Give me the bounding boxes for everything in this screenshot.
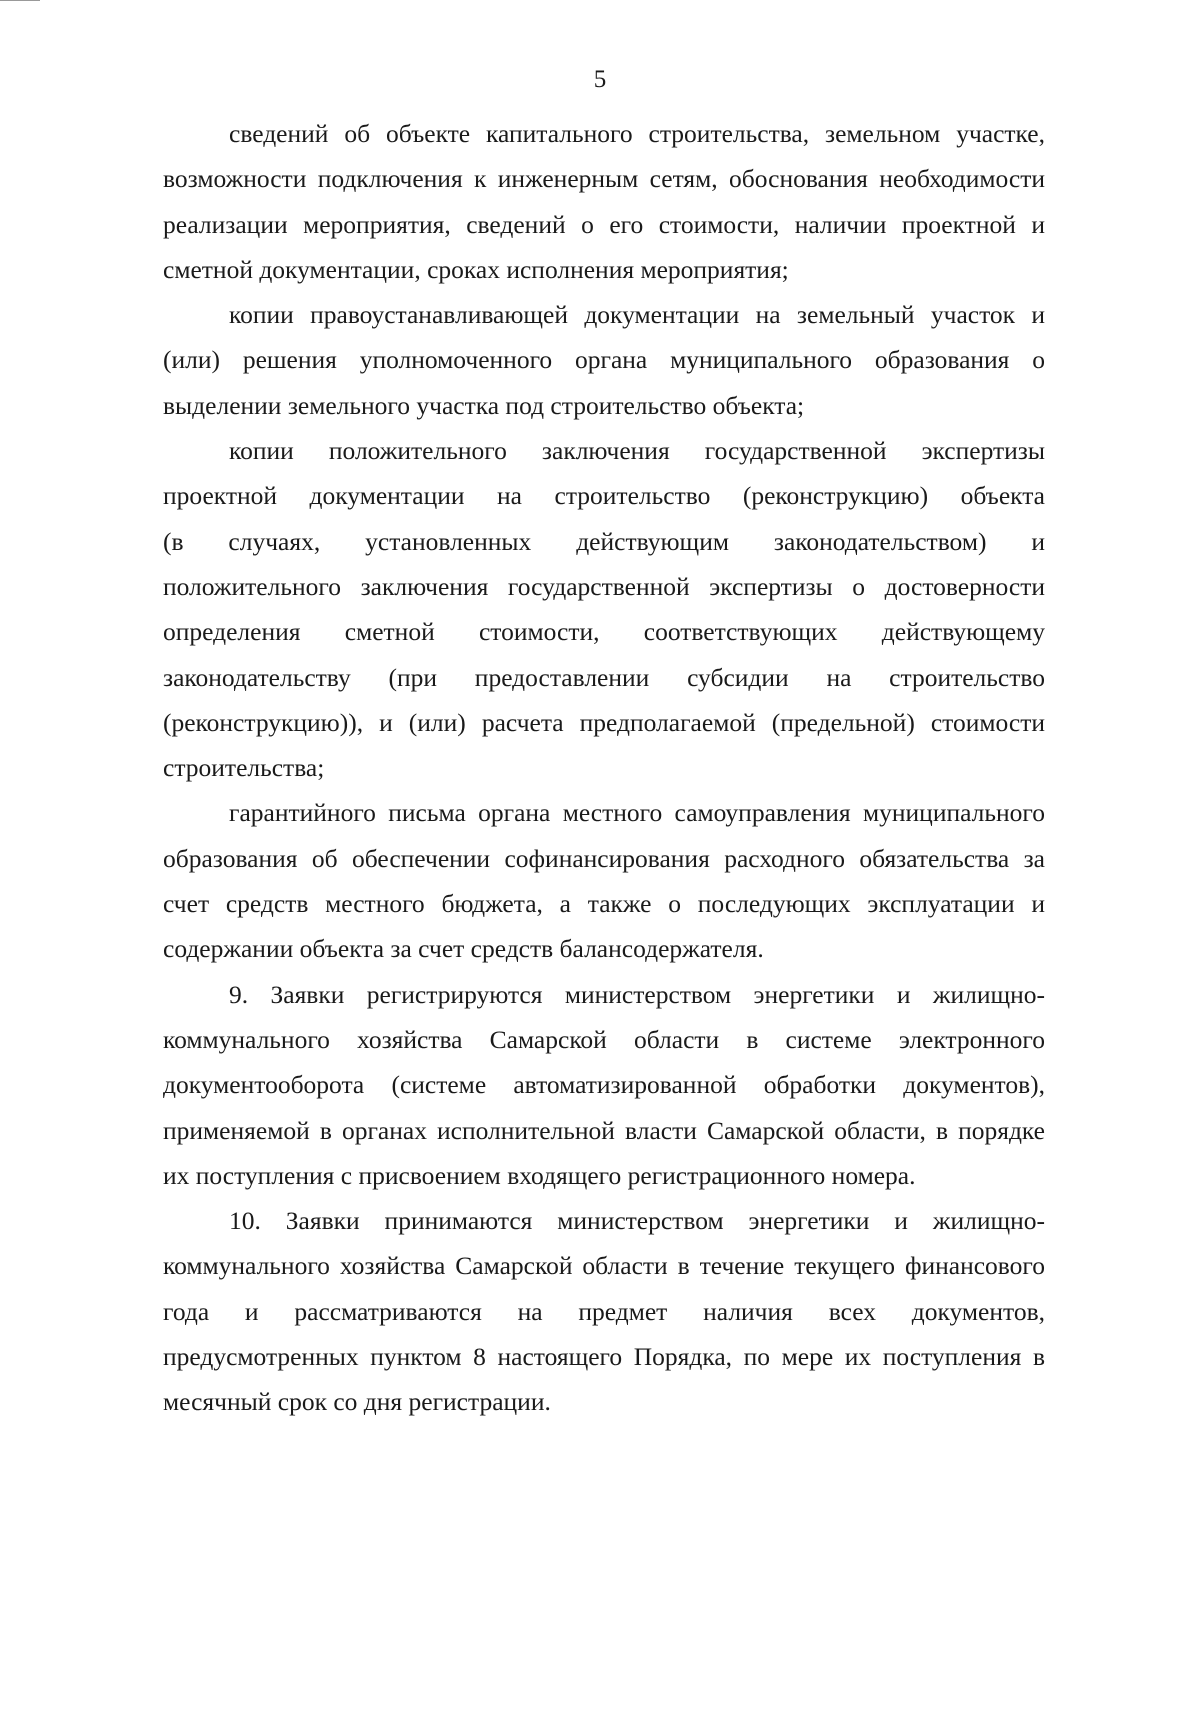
text-line: строительства; — [163, 753, 325, 783]
text-line: месячный срок со дня регистрации. — [163, 1387, 551, 1417]
text-line: их поступления с присвоением входящего регистрационного номера. — [163, 1160, 916, 1190]
text-line: реализации мероприятия, сведений о его стоимости, наличии проектной и — [163, 209, 1045, 239]
text-line: законодательству (при предоставлении субсидии на строительство — [163, 662, 1045, 692]
paragraph — [163, 790, 1045, 971]
text-line: коммунального хозяйства Самарской области в системе электронного — [163, 1024, 1045, 1054]
text-line: предусмотренных пунктом 8 настоящего Порядка, по мере их поступления в — [163, 1342, 1045, 1372]
text-line: копии правоустанавливающей документации на земельный участок и — [229, 300, 1045, 330]
text-line: образования об обеспечении софинансирования расходного обязательства за — [163, 843, 1045, 873]
text-line: положительного заключения государственной экспертизы о достоверности — [163, 571, 1045, 601]
text-line: сведений об объекте капитального строительства, земельном участке, — [229, 119, 1045, 148]
text-line: 10. Заявки принимаются министерством энергетики и жилищно- — [229, 1206, 1045, 1236]
text-line: (или) решения уполномоченного органа муниципального образования о — [163, 345, 1045, 375]
text-line: сметной документации, сроках исполнения мероприятия; — [163, 254, 789, 284]
document-body — [163, 111, 1045, 1425]
text-line: применяемой в органах исполнительной власти Самарской области, в порядке — [163, 1115, 1045, 1145]
page-number: 5 — [593, 66, 607, 93]
text-line: счет средств местного бюджета, а также о последующих эксплуатации и — [163, 889, 1045, 919]
paragraph — [163, 428, 1045, 790]
text-line: выделении земельного участка под строительство объекта; — [163, 390, 805, 420]
text-line: возможности подключения к инженерным сетям, обоснования необходимости — [163, 164, 1045, 194]
text-line: определения сметной стоимости, соответствующих действующему — [163, 617, 1045, 647]
text-line: (в случаях, установленных действующим законодательством) и — [163, 526, 1045, 556]
paragraph — [163, 292, 1045, 428]
text-line: проектной документации на строительство (реконструкцию) объекта — [163, 481, 1045, 511]
text-line: содержании объекта за счет средств балансодержателя. — [163, 934, 764, 964]
paragraph — [163, 111, 1045, 292]
paragraph — [163, 972, 1045, 1198]
text-line: гарантийного письма органа местного самоуправления муниципального — [229, 798, 1045, 828]
text-line: года и рассматриваются на предмет наличия всех документов, — [163, 1296, 1045, 1326]
text-line: коммунального хозяйства Самарской области в течение текущего финансового — [163, 1251, 1045, 1281]
text-line: 9. Заявки регистрируются министерством энергетики и жилищно- — [229, 979, 1045, 1009]
scan-edge-line — [0, 0, 40, 1]
paragraph — [163, 1198, 1045, 1424]
text-line: (реконструкцию)), и (или) расчета предполагаемой (предельной) стоимости — [163, 707, 1045, 737]
text-line: копии положительного заключения государственной экспертизы — [229, 436, 1045, 466]
text-line: документооборота (системе автоматизированной обработки документов), — [163, 1070, 1045, 1100]
